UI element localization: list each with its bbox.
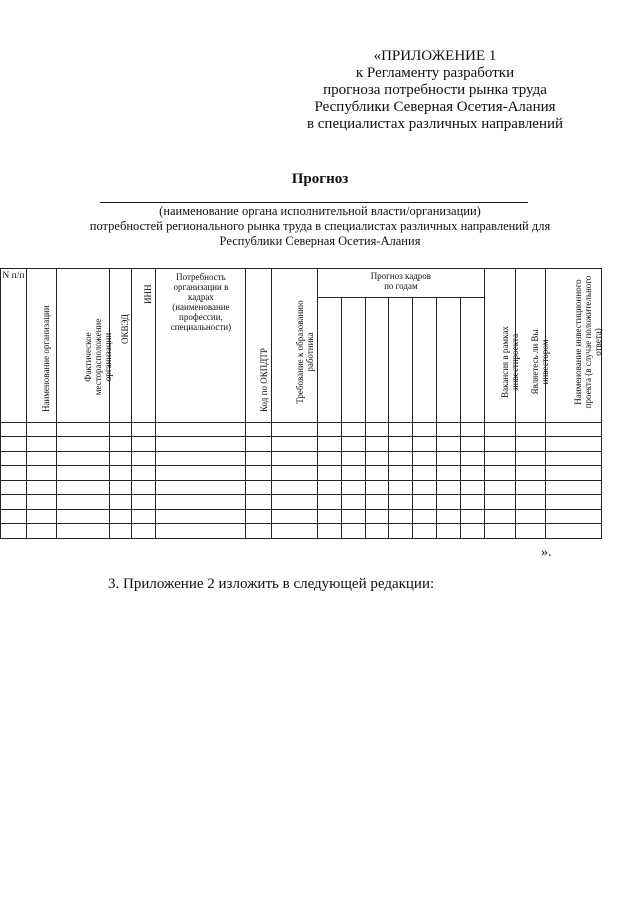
table-cell	[156, 509, 246, 524]
subtitle-line: потребностей регионального рынка труда в специалистах различных направлений для	[89, 219, 551, 233]
table-cell	[437, 509, 461, 524]
table-cell	[515, 422, 545, 437]
table-cell	[56, 437, 109, 452]
table-cell	[365, 524, 389, 539]
table-cell	[515, 509, 545, 524]
table-cell	[413, 495, 437, 510]
table-cell	[246, 480, 272, 495]
table-cell	[246, 466, 272, 481]
table-cell	[1, 466, 27, 481]
table-cell	[317, 466, 341, 481]
header-vacancy-label: Вакансия в рамках инвестпроекта	[499, 326, 520, 398]
table-cell	[341, 524, 365, 539]
table-cell	[413, 422, 437, 437]
table-cell	[341, 509, 365, 524]
table-cell	[365, 451, 389, 466]
table-cell	[1, 422, 27, 437]
table-cell	[484, 422, 515, 437]
table-cell	[389, 451, 413, 466]
table-cell	[156, 437, 246, 452]
table-cell	[437, 524, 461, 539]
forecast-year-cell	[413, 298, 437, 423]
table-cell	[484, 495, 515, 510]
header-cell-location	[56, 269, 113, 423]
table-cell	[26, 437, 56, 452]
table-cell	[109, 509, 131, 524]
table-cell	[413, 466, 437, 481]
table-cell	[131, 451, 156, 466]
table-row	[1, 422, 602, 437]
appendix-line: Республики Северная Осетия-Алания	[314, 99, 556, 115]
table-cell	[317, 524, 341, 539]
table-cell	[246, 437, 272, 452]
table-cell	[131, 437, 156, 452]
table-cell	[413, 524, 437, 539]
table-cell	[272, 466, 318, 481]
header-org-name-label: Наименование организации	[41, 305, 52, 412]
table-cell	[246, 451, 272, 466]
forecast-year-cell	[437, 298, 461, 423]
table-cell	[272, 509, 318, 524]
table-cell	[246, 524, 272, 539]
table-cell	[56, 451, 109, 466]
table-cell	[317, 437, 341, 452]
table-cell	[389, 495, 413, 510]
table-cell	[389, 480, 413, 495]
document-title: Прогноз	[291, 171, 349, 187]
header-cell-forecast	[317, 269, 484, 298]
header-cell-project-name	[545, 269, 604, 423]
table-cell	[365, 495, 389, 510]
table-cell	[26, 466, 56, 481]
table-cell	[365, 509, 389, 524]
appendix-line: в специалистах различных направлений	[306, 116, 564, 132]
header-cell-investor	[515, 269, 551, 423]
table-cell	[26, 509, 56, 524]
table-cell	[317, 480, 341, 495]
table-cell	[109, 495, 131, 510]
table-cell	[365, 437, 389, 452]
table-cell	[1, 451, 27, 466]
table-cell	[460, 480, 484, 495]
table-cell	[365, 466, 389, 481]
table-cell	[341, 451, 365, 466]
header-location-label: Фактическое месторасположение организации	[82, 318, 113, 396]
table-cell	[156, 451, 246, 466]
table-cell	[365, 480, 389, 495]
header-cell-okpdtr	[246, 269, 272, 423]
table-cell	[460, 495, 484, 510]
table-cell	[131, 509, 156, 524]
table-cell	[437, 422, 461, 437]
table-cell	[460, 437, 484, 452]
table-cell	[365, 422, 389, 437]
header-cell-need	[156, 269, 246, 423]
table-cell	[460, 509, 484, 524]
table-cell	[109, 422, 131, 437]
table-cell	[246, 422, 272, 437]
table-cell	[460, 422, 484, 437]
header-okpdtr-label: Код по ОКПДТР	[258, 348, 269, 412]
table-cell	[484, 524, 515, 539]
table-cell	[545, 480, 601, 495]
table-cell	[515, 480, 545, 495]
table-cell	[109, 437, 131, 452]
table-row	[1, 509, 602, 524]
table-cell	[413, 480, 437, 495]
table-row	[1, 524, 602, 539]
table-cell	[56, 524, 109, 539]
document-subtitle	[40, 219, 600, 249]
table-cell	[545, 509, 601, 524]
table-cell	[272, 480, 318, 495]
table-cell	[413, 451, 437, 466]
table-cell	[545, 495, 601, 510]
header-project-name-label: Наименование инвестиционного проекта (в случае положительного ответа)	[573, 275, 604, 409]
table-cell	[545, 466, 601, 481]
table-cell	[1, 524, 27, 539]
table-cell	[109, 466, 131, 481]
table-cell	[437, 466, 461, 481]
table-cell	[460, 466, 484, 481]
table-cell	[246, 495, 272, 510]
table-row	[1, 495, 602, 510]
table-cell	[545, 451, 601, 466]
table-cell	[246, 509, 272, 524]
table-cell	[413, 437, 437, 452]
table-cell	[131, 422, 156, 437]
table-cell	[437, 495, 461, 510]
table-cell	[389, 437, 413, 452]
table-cell	[26, 480, 56, 495]
table-cell	[1, 437, 27, 452]
table-cell	[272, 524, 318, 539]
table-cell	[131, 495, 156, 510]
subtitle-line: Республики Северная Осетия-Алания	[219, 234, 421, 248]
table-cell	[131, 480, 156, 495]
header-cell-org-name	[26, 269, 56, 423]
header-cell-education	[272, 269, 318, 423]
table-cell	[460, 524, 484, 539]
forecast-year-cell	[341, 298, 365, 423]
table-cell	[56, 509, 109, 524]
header-investor-label: Являетесь ли Вы инвестором	[530, 329, 551, 395]
table-cell	[317, 495, 341, 510]
table-cell	[56, 466, 109, 481]
table-cell	[109, 480, 131, 495]
header-education-label: Требование к образованию работника	[294, 300, 315, 404]
appendix-line: «ПРИЛОЖЕНИЕ 1	[373, 48, 497, 64]
organization-caption: (наименование органа исполнительной власти/организации)	[159, 204, 481, 218]
table-cell	[26, 422, 56, 437]
forecast-year-cell	[460, 298, 484, 423]
table-cell	[317, 509, 341, 524]
table-cell	[545, 524, 601, 539]
table-cell	[156, 422, 246, 437]
table-cell	[272, 422, 318, 437]
table-cell	[515, 495, 545, 510]
table-cell	[156, 480, 246, 495]
table-cell	[109, 451, 131, 466]
table-cell	[317, 451, 341, 466]
header-cell-vacancy	[484, 269, 520, 423]
forecast-table	[0, 268, 602, 539]
table-row	[1, 480, 602, 495]
table-cell	[26, 451, 56, 466]
forecast-year-cell	[365, 298, 389, 423]
header-number-label: N п/п	[2, 271, 25, 281]
appendix-line: прогноза потребности рынка труда	[323, 82, 547, 98]
table-cell	[56, 480, 109, 495]
table-row	[1, 451, 602, 466]
table-cell	[460, 451, 484, 466]
table-cell	[26, 495, 56, 510]
table-cell	[341, 466, 365, 481]
table-cell	[515, 451, 545, 466]
table-cell	[317, 422, 341, 437]
table-cell	[1, 509, 27, 524]
table-cell	[131, 466, 156, 481]
table-cell	[341, 495, 365, 510]
table-cell	[26, 524, 56, 539]
table-cell	[389, 422, 413, 437]
table-cell	[484, 466, 515, 481]
table-cell	[156, 495, 246, 510]
table-cell	[515, 437, 545, 452]
appendix-header	[300, 48, 570, 133]
forecast-year-cell	[317, 298, 341, 423]
table-cell	[413, 509, 437, 524]
table-cell	[341, 480, 365, 495]
table-cell	[389, 466, 413, 481]
table-cell	[272, 495, 318, 510]
table-row	[1, 466, 602, 481]
table-cell	[56, 495, 109, 510]
table-cell	[484, 480, 515, 495]
table-cell	[109, 524, 131, 539]
table-cell	[156, 524, 246, 539]
table-cell	[341, 422, 365, 437]
table-cell	[341, 437, 365, 452]
table-cell	[545, 437, 601, 452]
item-3-text: 3. Приложение 2 изложить в следующей редакции:	[108, 576, 435, 592]
table-cell	[437, 437, 461, 452]
table-cell	[484, 509, 515, 524]
table-row	[1, 437, 602, 452]
table-cell	[484, 437, 515, 452]
closing-quote: ».	[541, 545, 552, 560]
table-cell	[515, 466, 545, 481]
table-cell	[437, 451, 461, 466]
table-body	[1, 422, 602, 538]
header-need-label: Потребность организации в кадрах (наименование профессии, специальности)	[170, 272, 232, 332]
appendix-line: к Регламенту разработки	[355, 65, 515, 81]
table-cell	[515, 524, 545, 539]
table-cell	[156, 466, 246, 481]
header-okved-label: ОКВЭД	[120, 314, 131, 344]
table-cell	[56, 422, 109, 437]
header-cell-number	[1, 269, 27, 423]
table-cell	[272, 451, 318, 466]
table-cell	[437, 480, 461, 495]
table-cell	[545, 422, 601, 437]
table-cell	[272, 437, 318, 452]
table-cell	[389, 524, 413, 539]
header-forecast-label: Прогноз кадров по годам	[370, 271, 432, 291]
header-cell-inn	[131, 269, 156, 423]
table-cell	[389, 509, 413, 524]
header-cell-okved	[109, 269, 131, 423]
table-cell	[1, 480, 27, 495]
forecast-year-cell	[389, 298, 413, 423]
table-cell	[1, 495, 27, 510]
header-inn-label: ИНН	[143, 284, 154, 304]
organization-fill-line	[100, 202, 528, 203]
table-cell	[131, 524, 156, 539]
table-cell	[484, 451, 515, 466]
